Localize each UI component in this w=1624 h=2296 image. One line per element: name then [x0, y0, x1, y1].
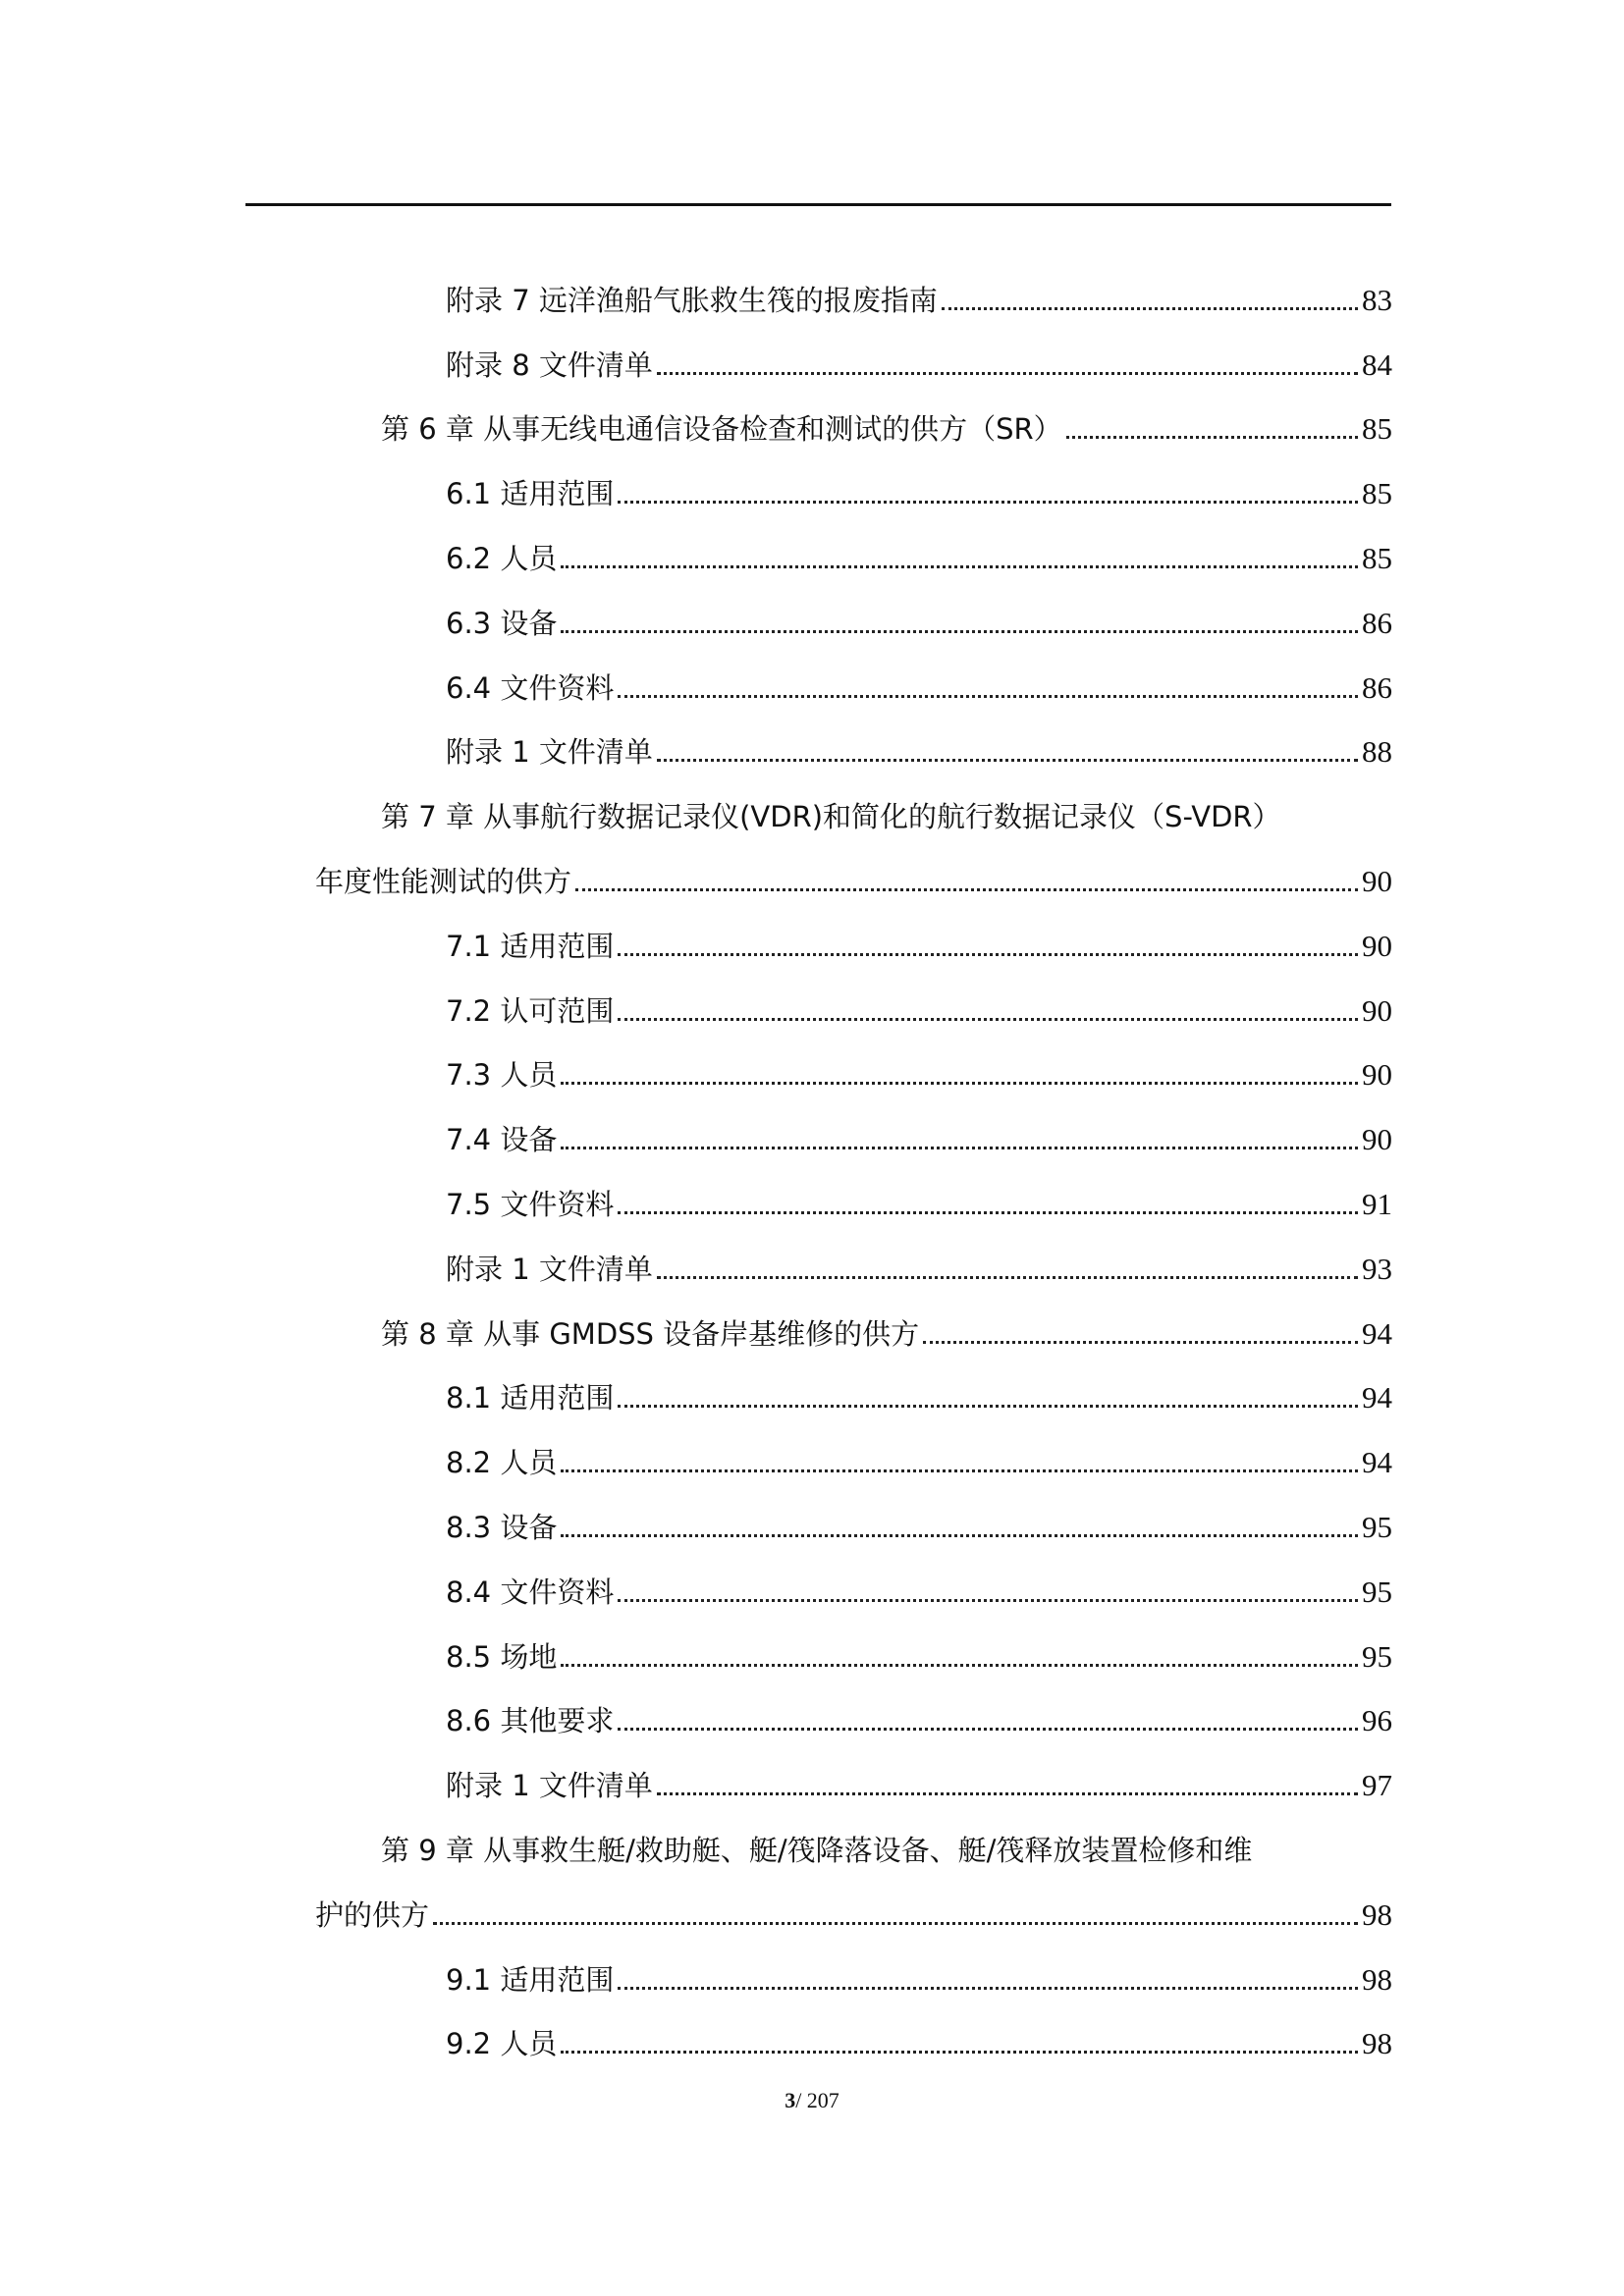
- toc-dot-leader: [561, 2051, 1358, 2054]
- toc-entry[interactable]: [0, 909, 1624, 974]
- toc-entry-title: 9.2 人员: [446, 2027, 558, 2061]
- toc-entry-title: 第 8 章 从事 GMDSS 设备岸基维修的供方: [381, 1316, 920, 1351]
- toc-dot-leader: [561, 1534, 1358, 1537]
- toc-dot-leader: [618, 1987, 1358, 1990]
- toc-entry-page-number: 83: [1362, 282, 1392, 317]
- toc-entry-title: 第 7 章 从事航行数据记录仪(VDR)和简化的航行数据记录仪（S-VDR）: [381, 800, 1281, 834]
- toc-entry-page-number: 90: [1362, 863, 1392, 898]
- toc-entry-page-number: 94: [1362, 1380, 1392, 1415]
- toc-entry-page-number: 84: [1362, 347, 1392, 382]
- toc-entry-title: 8.3 设备: [446, 1510, 558, 1544]
- toc-entry-page-number: 93: [1362, 1251, 1392, 1286]
- toc-entry-title: 附录 1 文件清单: [446, 1252, 653, 1286]
- toc-entry[interactable]: [0, 1232, 1624, 1297]
- page-footer: [0, 2088, 1624, 2113]
- toc-entry[interactable]: [0, 586, 1624, 651]
- total-pages: / 207: [795, 2088, 839, 2112]
- toc-entry[interactable]: [0, 263, 1624, 328]
- toc-dot-leader: [657, 372, 1358, 375]
- toc-entry-page-number: 95: [1362, 1638, 1392, 1674]
- toc-entry-title: 8.5 场地: [446, 1639, 558, 1674]
- toc-entry[interactable]: [0, 2007, 1624, 2072]
- toc-dot-leader: [1066, 436, 1358, 439]
- toc-entry-title: 6.2 人员: [446, 541, 558, 575]
- toc-entry-page-number: 95: [1362, 1574, 1392, 1609]
- toc-entry-page-number: 90: [1362, 1057, 1392, 1093]
- toc-entry-page-number: 97: [1362, 1768, 1392, 1803]
- toc-entry[interactable]: [0, 1167, 1624, 1232]
- toc-entry[interactable]: [0, 651, 1624, 716]
- toc-entry-title: 第 6 章 从事无线电通信设备检查和测试的供方（SR）: [381, 412, 1062, 447]
- toc-entry-title: 附录 7 远洋渔船气胀救生筏的报废指南: [446, 283, 938, 317]
- toc-entry-title: 附录 1 文件清单: [446, 1769, 653, 1803]
- toc-entry-title: 年度性能测试的供方: [315, 864, 572, 898]
- toc-entry-title: 6.4 文件资料: [446, 670, 615, 705]
- toc-entry-page-number: 94: [1362, 1445, 1392, 1480]
- toc-entry-title: 附录 8 文件清单: [446, 347, 653, 382]
- toc-entry-page-number: 85: [1362, 476, 1392, 511]
- toc-entry-title: 7.1 适用范围: [446, 929, 615, 963]
- toc-dot-leader: [923, 1341, 1358, 1344]
- header-rule: [245, 203, 1391, 206]
- toc-entry[interactable]: [0, 1620, 1624, 1684]
- toc-entry[interactable]: [0, 1102, 1624, 1167]
- toc-entry-title: 6.3 设备: [446, 606, 558, 640]
- toc-entry-title: 8.4 文件资料: [446, 1575, 615, 1609]
- toc-entry[interactable]: [0, 1425, 1624, 1490]
- toc-entry-title: 6.1 适用范围: [446, 477, 615, 511]
- toc-dot-leader: [618, 1405, 1358, 1408]
- toc-entry-page-number: 94: [1362, 1315, 1392, 1351]
- toc-entry[interactable]: [0, 1878, 1624, 1943]
- toc-entry[interactable]: [0, 456, 1624, 521]
- toc-dot-leader: [618, 501, 1358, 504]
- table-of-contents: [0, 263, 1624, 2071]
- toc-dot-leader: [561, 630, 1358, 633]
- toc-entry[interactable]: [0, 328, 1624, 393]
- toc-entry-page-number: 85: [1362, 411, 1392, 447]
- toc-entry[interactable]: [0, 1039, 1624, 1103]
- toc-dot-leader: [942, 307, 1358, 310]
- toc-dot-leader: [657, 1792, 1358, 1795]
- toc-entry[interactable]: [0, 1555, 1624, 1620]
- toc-dot-leader: [657, 1276, 1358, 1279]
- toc-entry[interactable]: [0, 974, 1624, 1039]
- toc-entry-page-number: 86: [1362, 669, 1392, 705]
- toc-entry-page-number: 85: [1362, 540, 1392, 575]
- toc-entry[interactable]: [0, 1297, 1624, 1362]
- toc-entry[interactable]: [0, 393, 1624, 457]
- toc-entry-title: 8.1 适用范围: [446, 1381, 615, 1415]
- toc-entry[interactable]: [0, 1748, 1624, 1813]
- toc-dot-leader: [657, 759, 1358, 762]
- toc-dot-leader: [561, 1664, 1358, 1667]
- toc-entry-page-number: 90: [1362, 1122, 1392, 1157]
- toc-entry-title: 7.5 文件资料: [446, 1187, 615, 1221]
- toc-dot-leader: [561, 1082, 1358, 1085]
- toc-entry-page-number: 96: [1362, 1703, 1392, 1738]
- toc-dot-leader: [618, 953, 1358, 956]
- toc-entry[interactable]: [0, 779, 1624, 844]
- toc-entry-page-number: 90: [1362, 928, 1392, 963]
- toc-dot-leader: [561, 1147, 1358, 1149]
- toc-entry[interactable]: [0, 844, 1624, 909]
- toc-entry-title: 附录 1 文件清单: [446, 735, 653, 770]
- toc-entry-title: 9.1 适用范围: [446, 1962, 615, 1997]
- toc-entry-page-number: 98: [1362, 1961, 1392, 1997]
- toc-dot-leader: [618, 695, 1358, 698]
- toc-entry-title: 8.2 人员: [446, 1446, 558, 1480]
- toc-entry[interactable]: [0, 1813, 1624, 1878]
- toc-entry-title: 护的供方: [315, 1897, 430, 1932]
- toc-entry-title: 7.2 认可范围: [446, 993, 615, 1028]
- toc-dot-leader: [433, 1922, 1358, 1925]
- toc-dot-leader: [561, 1469, 1358, 1472]
- toc-dot-leader: [561, 565, 1358, 568]
- toc-dot-leader: [618, 1599, 1358, 1602]
- toc-dot-leader: [575, 888, 1358, 891]
- toc-dot-leader: [618, 1211, 1358, 1214]
- toc-entry-title: 第 9 章 从事救生艇/救助艇、艇/筏降落设备、艇/筏释放装置检修和维: [381, 1833, 1253, 1867]
- toc-entry-page-number: 91: [1362, 1186, 1392, 1221]
- toc-entry-page-number: 98: [1362, 1896, 1392, 1932]
- toc-dot-leader: [618, 1018, 1358, 1021]
- toc-entry[interactable]: [0, 1943, 1624, 2007]
- toc-entry-page-number: 86: [1362, 605, 1392, 640]
- toc-entry[interactable]: [0, 1684, 1624, 1749]
- toc-entry-page-number: 98: [1362, 2026, 1392, 2061]
- toc-entry-title: 8.6 其他要求: [446, 1704, 615, 1738]
- toc-entry[interactable]: [0, 716, 1624, 780]
- toc-entry-title: 7.3 人员: [446, 1058, 558, 1093]
- toc-entry-page-number: 95: [1362, 1509, 1392, 1544]
- toc-entry[interactable]: [0, 1490, 1624, 1555]
- toc-entry[interactable]: [0, 1362, 1624, 1426]
- toc-entry-page-number: 88: [1362, 734, 1392, 770]
- toc-dot-leader: [618, 1728, 1358, 1731]
- toc-entry-page-number: 90: [1362, 992, 1392, 1028]
- toc-entry[interactable]: [0, 521, 1624, 586]
- toc-entry-title: 7.4 设备: [446, 1123, 558, 1157]
- current-page-number: 3: [785, 2088, 796, 2112]
